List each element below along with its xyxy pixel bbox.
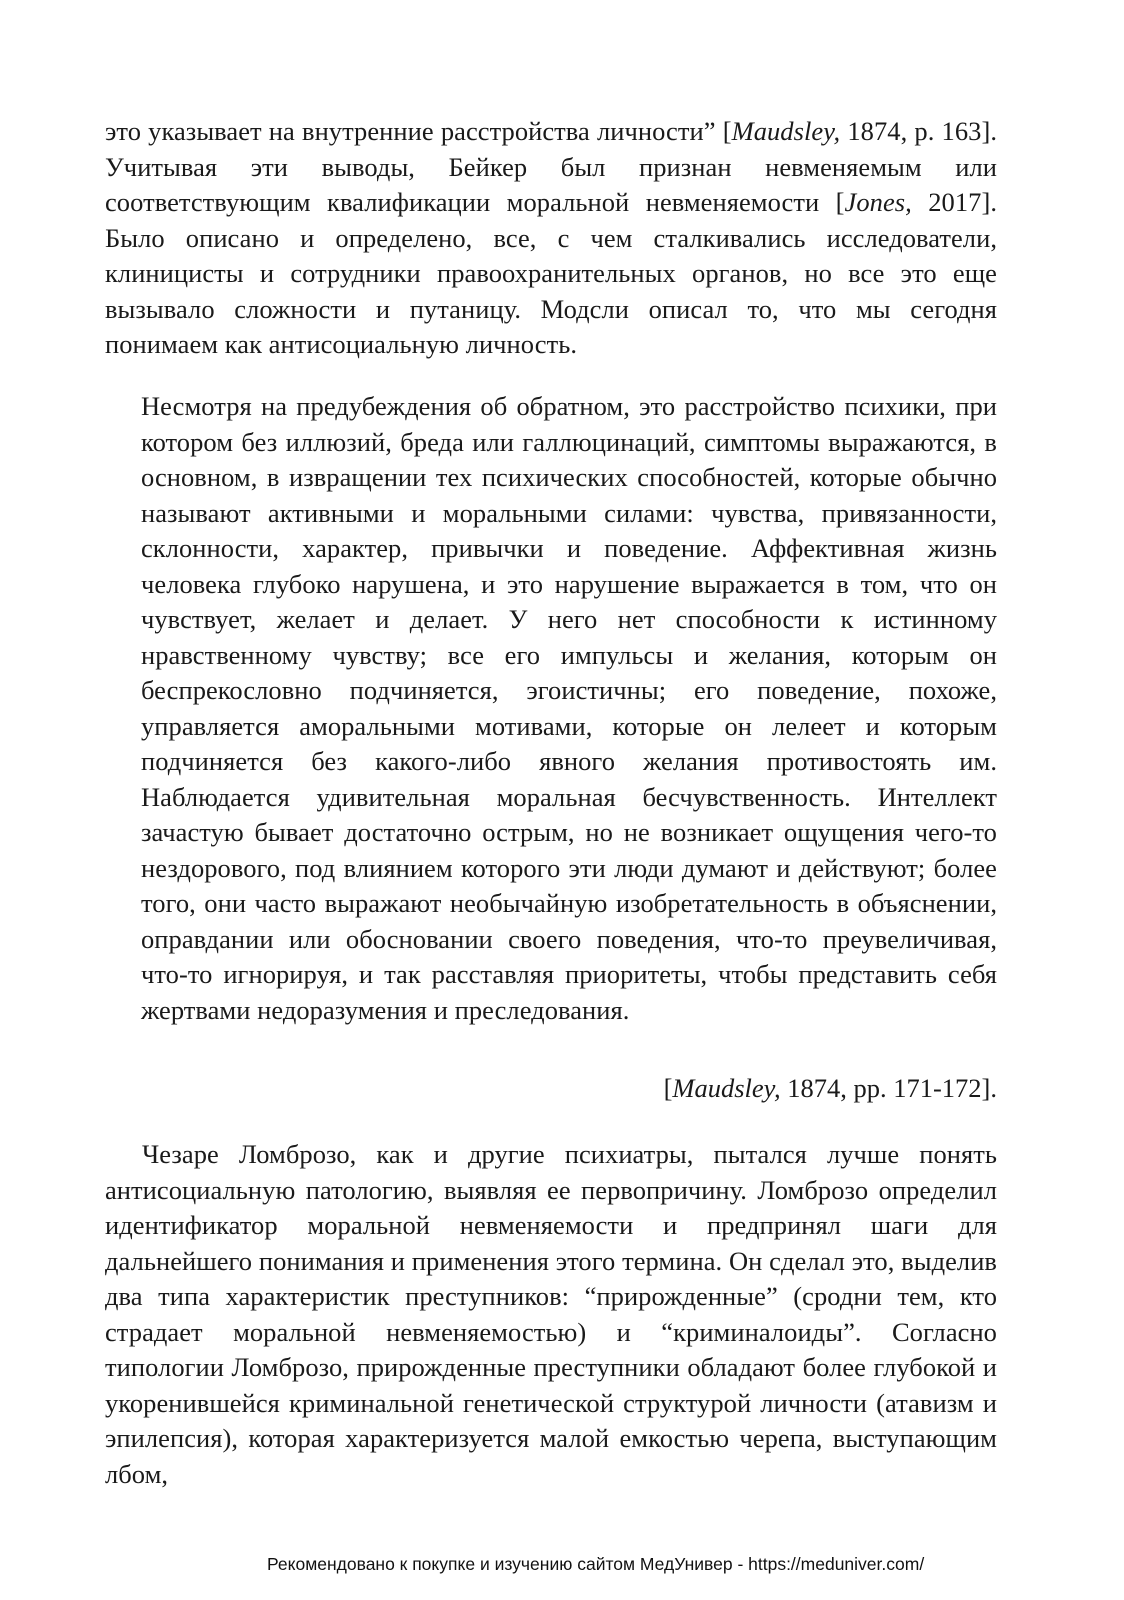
citation-author-maudsley: Maudsley, <box>731 116 841 146</box>
quote-citation <box>664 1071 997 1107</box>
body-paragraph-1 <box>105 114 997 363</box>
footer-watermark: Рекомендовано к покупке и изучению сайтом МедУнивер - https://meduniver.com/ <box>267 1554 925 1574</box>
block-quote: Несмотря на предубеждения об обратном, это расстройство психики, при котором без иллюзий, бреда или галлюцинаций, симптомы выражаются, в основном, в извращении тех психических способностей, которые обычно называют активными и моральными силами: чувства, привязанности, склонности, характер, привычки и поведение. Аффективная жизнь человека глубоко нарушена, и это нарушение выражается в том, что он чувствует, желает и делает. У него нет способности к истинному нравственному чувству; все его импульсы и желания, которым он беспрекословно подчиняется, эгоистичны; его поведение, похоже, управляется аморальными мотивами, которые он лелеет и которым подчиняется без какого-либо явного желания противостоять им. Наблюдается удивительная моральная бесчувственность. Интеллект зачастую бывает достаточно острым, но не возникает ощущения чего-то нездорового, под влиянием которого эти люди думают и действуют; более того, они часто выражают необычайную изобретательность в объяснении, оправдании или обосновании своего поведения, что-то преувеличивая, что-то игнорируя, и так расставляя приоритеты, чтобы представить себя жертвами недоразумения и преследования. <box>141 391 997 1025</box>
quote-citation-rest: 1874, pp. 171-172]. <box>780 1073 997 1103</box>
paragraph-1-text-c: 2017]. Было описано и определено, все, с чем сталкивались исследователи, клиницисты и сотрудники правоохранительных органов, но все это еще вызывало сложности и путаницу. Модсли описал то, что мы сегодня понимаем как антисоциальную личность. <box>105 187 997 359</box>
body-paragraph-2: Чезаре Ломброзо, как и другие психиатры, пытался лучше понять антисоциальную патологию, выявляя ее первопричину. Ломброзо определил идентификатор моральной невменяемости и предпринял шаги для дальнейшего понимания и применения этого термина. Он сделал это, выделив два типа характеристик преступников: “прирожденные” (сродни тем, кто страдает моральной невменяемостью) и “криминалоиды”. Согласно типологии Ломброзо, прирожденные преступники обладают более глубокой и укоренившейся криминальной генетической структурой личности (атавизм и эпилепсия), которая характеризуется малой емкостью черепа, выступающим лбом, <box>105 1139 997 1489</box>
paragraph-1-text-a: это указывает на внутренние расстройства личности” [ <box>105 116 732 146</box>
quote-citation-open: [ <box>663 1073 673 1103</box>
paragraph-1-text-b: 1874, p. 163]. Учитывая эти выводы, Бейкер был признан невменяемым или соответствующим квалификации моральной невменяемости [ <box>105 116 997 217</box>
quote-citation-author: Maudsley, <box>672 1073 781 1103</box>
citation-author-jones: Jones, <box>844 187 912 217</box>
